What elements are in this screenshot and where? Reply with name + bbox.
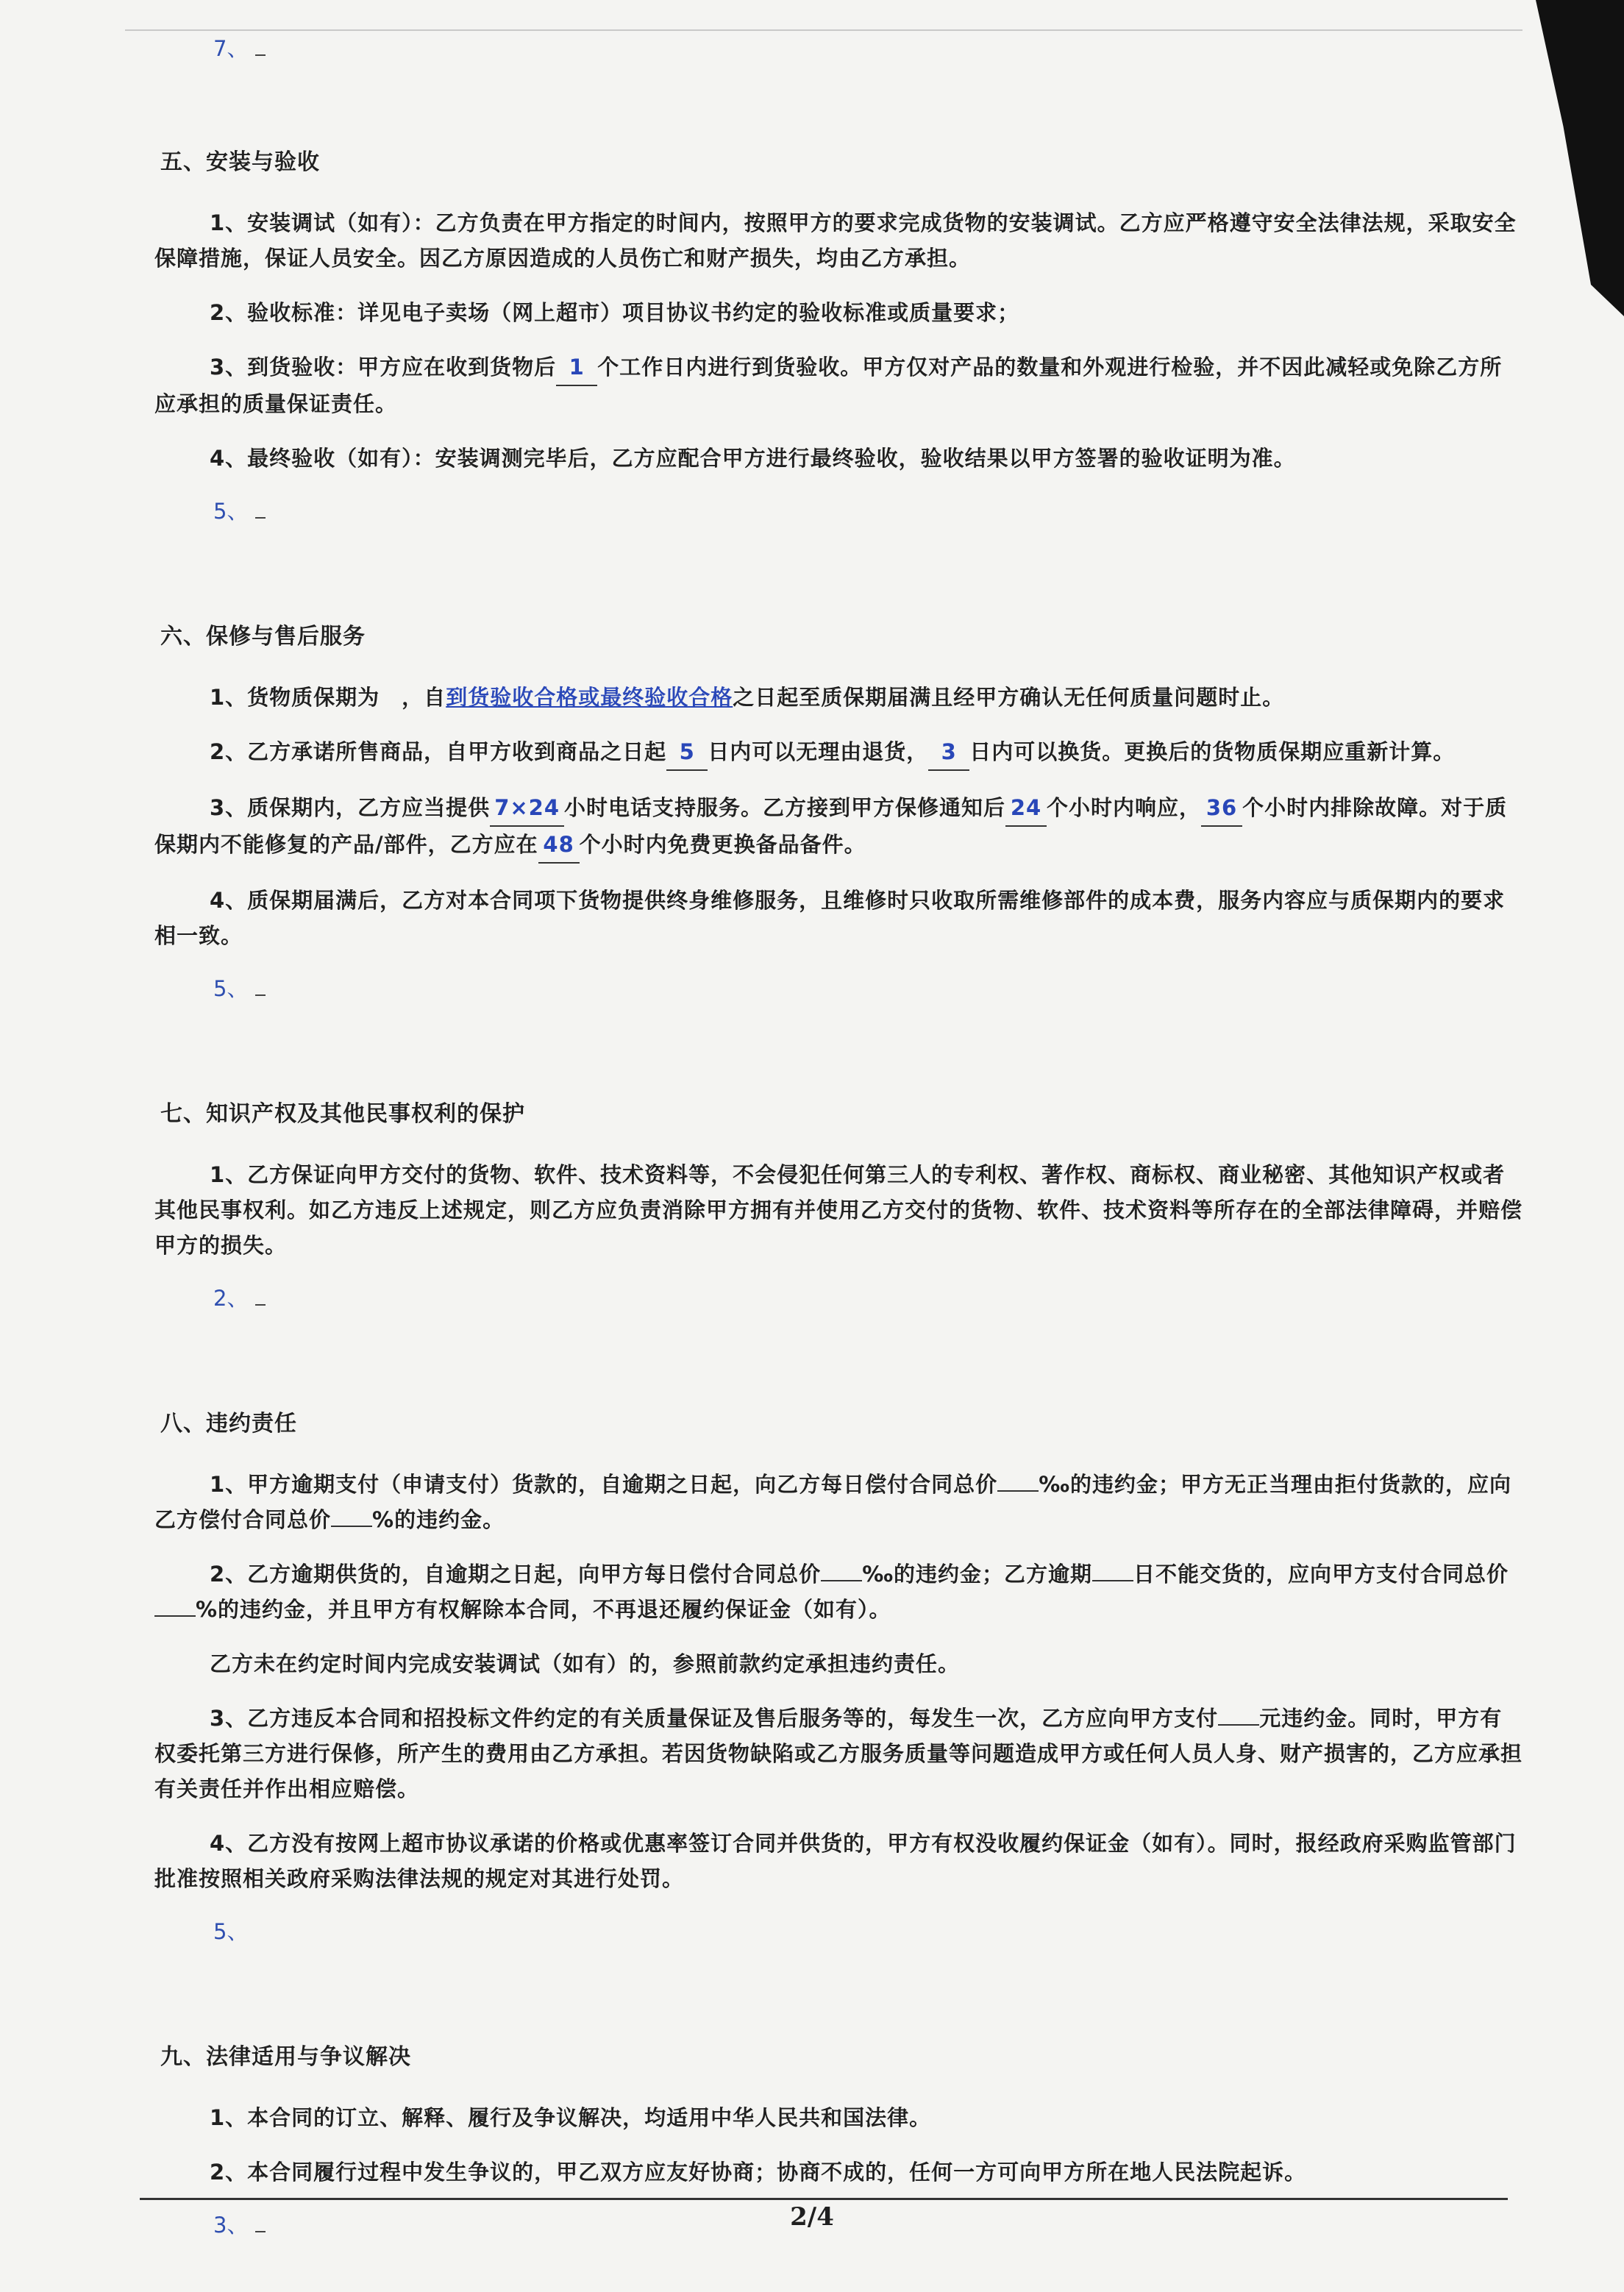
s6-para-3: 3、质保期内，乙方应当提供 7×24 小时电话支持服务。乙方接到甲方保修通知后 24 个小时内响应， 36 个小时内排除故障。对于质保期内不能修复的产品/部件，乙方应在 48 个小时内免费更换备品备件。 (154, 790, 1522, 864)
section-9-title: 九、法律适用与争议解决 (160, 2044, 411, 2070)
s5-para-1: 1、安装调试（如有）：乙方负责在甲方指定的时间内，按照甲方的要求完成货物的安装调试。乙方应严格遵守安全法律法规，采取安全保障措施，保证人员安全。因乙方原因造成的人员伤亡和财产损失，均由乙方承担。 (154, 210, 1517, 271)
s8-para-2x: 乙方未在约定时间内完成安装调试（如有）的，参照前款约定承担违约责任。 (210, 1651, 961, 1676)
s6-para-1: 1、货物质保期为 ，自到货验收合格或最终验收合格之日起至质保期届满且经甲方确认无任何质量问题时止。 (210, 685, 1285, 710)
s6-repair-hours: 36 (1201, 790, 1242, 827)
s8-blank-3 (821, 1580, 862, 1581)
s8-blank-5 (154, 1615, 196, 1617)
s6-para-4: 4、质保期届满后，乙方对本合同项下货物提供终身维修服务，且维修时只收取所需维修部件的成本费，服务内容应与质保期内的要求相一致。 (154, 888, 1506, 948)
s8-para-3: 3、乙方违反本合同和招投标文件约定的有关质量保证及售后服务等的，每发生一次，乙方应向甲方支付 元违约金。同时，甲方有权委托第三方进行保修，所产生的费用由乙方承担。若因货物缺陷或乙方服务质量等问题造成甲方或任何人员人身、财产损害的，乙方应承担有关责任并作出相应赔偿。 (154, 1706, 1523, 1801)
s6-acceptance-link: 到货验收合格或最终验收合格 (446, 685, 733, 710)
s9-para-2: 2、本合同履行过程中发生争议的，甲乙双方应友好协商；协商不成的，任何一方可向甲方所在地人民法院起诉。 (210, 2160, 1307, 2185)
contract-body (154, 32, 1522, 2283)
s6-exchange-days: 3 (928, 734, 969, 771)
s8-blank-4 (1092, 1580, 1133, 1581)
s9-item-3: 3、 (213, 2209, 1522, 2239)
s5-para-2: 2、验收标准：详见电子卖场（网上超市）项目协议书约定的验收标准或质量要求； (210, 300, 1020, 325)
s6-replace-hours: 48 (538, 827, 580, 864)
s6-support-hours: 7×24 (490, 790, 564, 827)
s7-item-2: 2、 (213, 1282, 1522, 1312)
s5-para-4: 4、最终验收（如有）：安装调测完毕后，乙方应配合甲方进行最终验收，验收结果以甲方签署的验收证明为准。 (210, 446, 1296, 471)
s9-para-1: 1、本合同的订立、解释、履行及争议解决，均适用中华人民共和国法律。 (210, 2105, 932, 2130)
section-6-title: 六、保修与售后服务 (160, 624, 366, 649)
s6-response-hours: 24 (1005, 790, 1047, 827)
s8-para-4: 4、乙方没有按网上超市协议承诺的价格或优惠率签订合同并供货的，甲方有权没收履约保证金（如有）。同时，报经政府采购监管部门批准按照相关政府采购法律法规的规定对其进行处罚。 (154, 1831, 1517, 1891)
s5-item-5: 5、 (213, 495, 1522, 525)
s8-blank-2 (331, 1526, 372, 1527)
s6-item-5: 5、 (213, 972, 1522, 1003)
item-7: 7、 (213, 32, 1522, 63)
s6-para-2: 2、乙方承诺所售商品，自甲方收到商品之日起 5 日内可以无理由退货， 3 日内可以换货。更换后的货物质保期应重新计算。 (154, 734, 1522, 771)
page-number: 2/4 (790, 2202, 834, 2232)
scan-shadow (1514, 0, 1624, 316)
s8-para-2: 2、乙方逾期供货的，自逾期之日起，向甲方每日偿付合同总价 ‰的违约金；乙方逾期 日不能交货的，应向甲方支付合同总价%的违约金，并且甲方有权解除本合同，不再退还履约保证金（如有）。 (154, 1556, 1522, 1627)
s8-blank-1 (997, 1490, 1039, 1492)
section-5-title: 五、安装与验收 (160, 149, 320, 175)
s8-item-5: 5、 (213, 1919, 249, 1944)
footer-rule (140, 2198, 1508, 2200)
s6-return-days: 5 (666, 734, 708, 771)
top-rule (125, 29, 1522, 31)
section-7-title: 七、知识产权及其他民事权利的保护 (160, 1101, 525, 1127)
s8-para-1: 1、甲方逾期支付（申请支付）货款的，自逾期之日起，向乙方每日偿付合同总价 ‰的违约金；甲方无正当理由拒付货款的，应向乙方偿付合同总价 %的违约金。 (154, 1472, 1511, 1532)
s5-receipt-days: 1 (556, 349, 597, 386)
section-8-title: 八、违约责任 (160, 1411, 297, 1437)
s8-blank-6 (1218, 1724, 1259, 1726)
s5-para-3: 3、到货验收：甲方应在收到货物后 1 个工作日内进行到货验收。甲方仅对产品的数量和外观进行检验，并不因此减轻或免除乙方所应承担的质量保证责任。 (154, 349, 1522, 421)
s7-para-1: 1、乙方保证向甲方交付的货物、软件、技术资料等，不会侵犯任何第三人的专利权、著作权、商标权、商业秘密、其他知识产权或者其他民事权利。如乙方违反上述规定，则乙方应负责消除甲方拥有并使用乙方交付的货物、软件、技术资料等所存在的全部法律障碍，并赔偿甲方的损失。 (154, 1162, 1523, 1258)
